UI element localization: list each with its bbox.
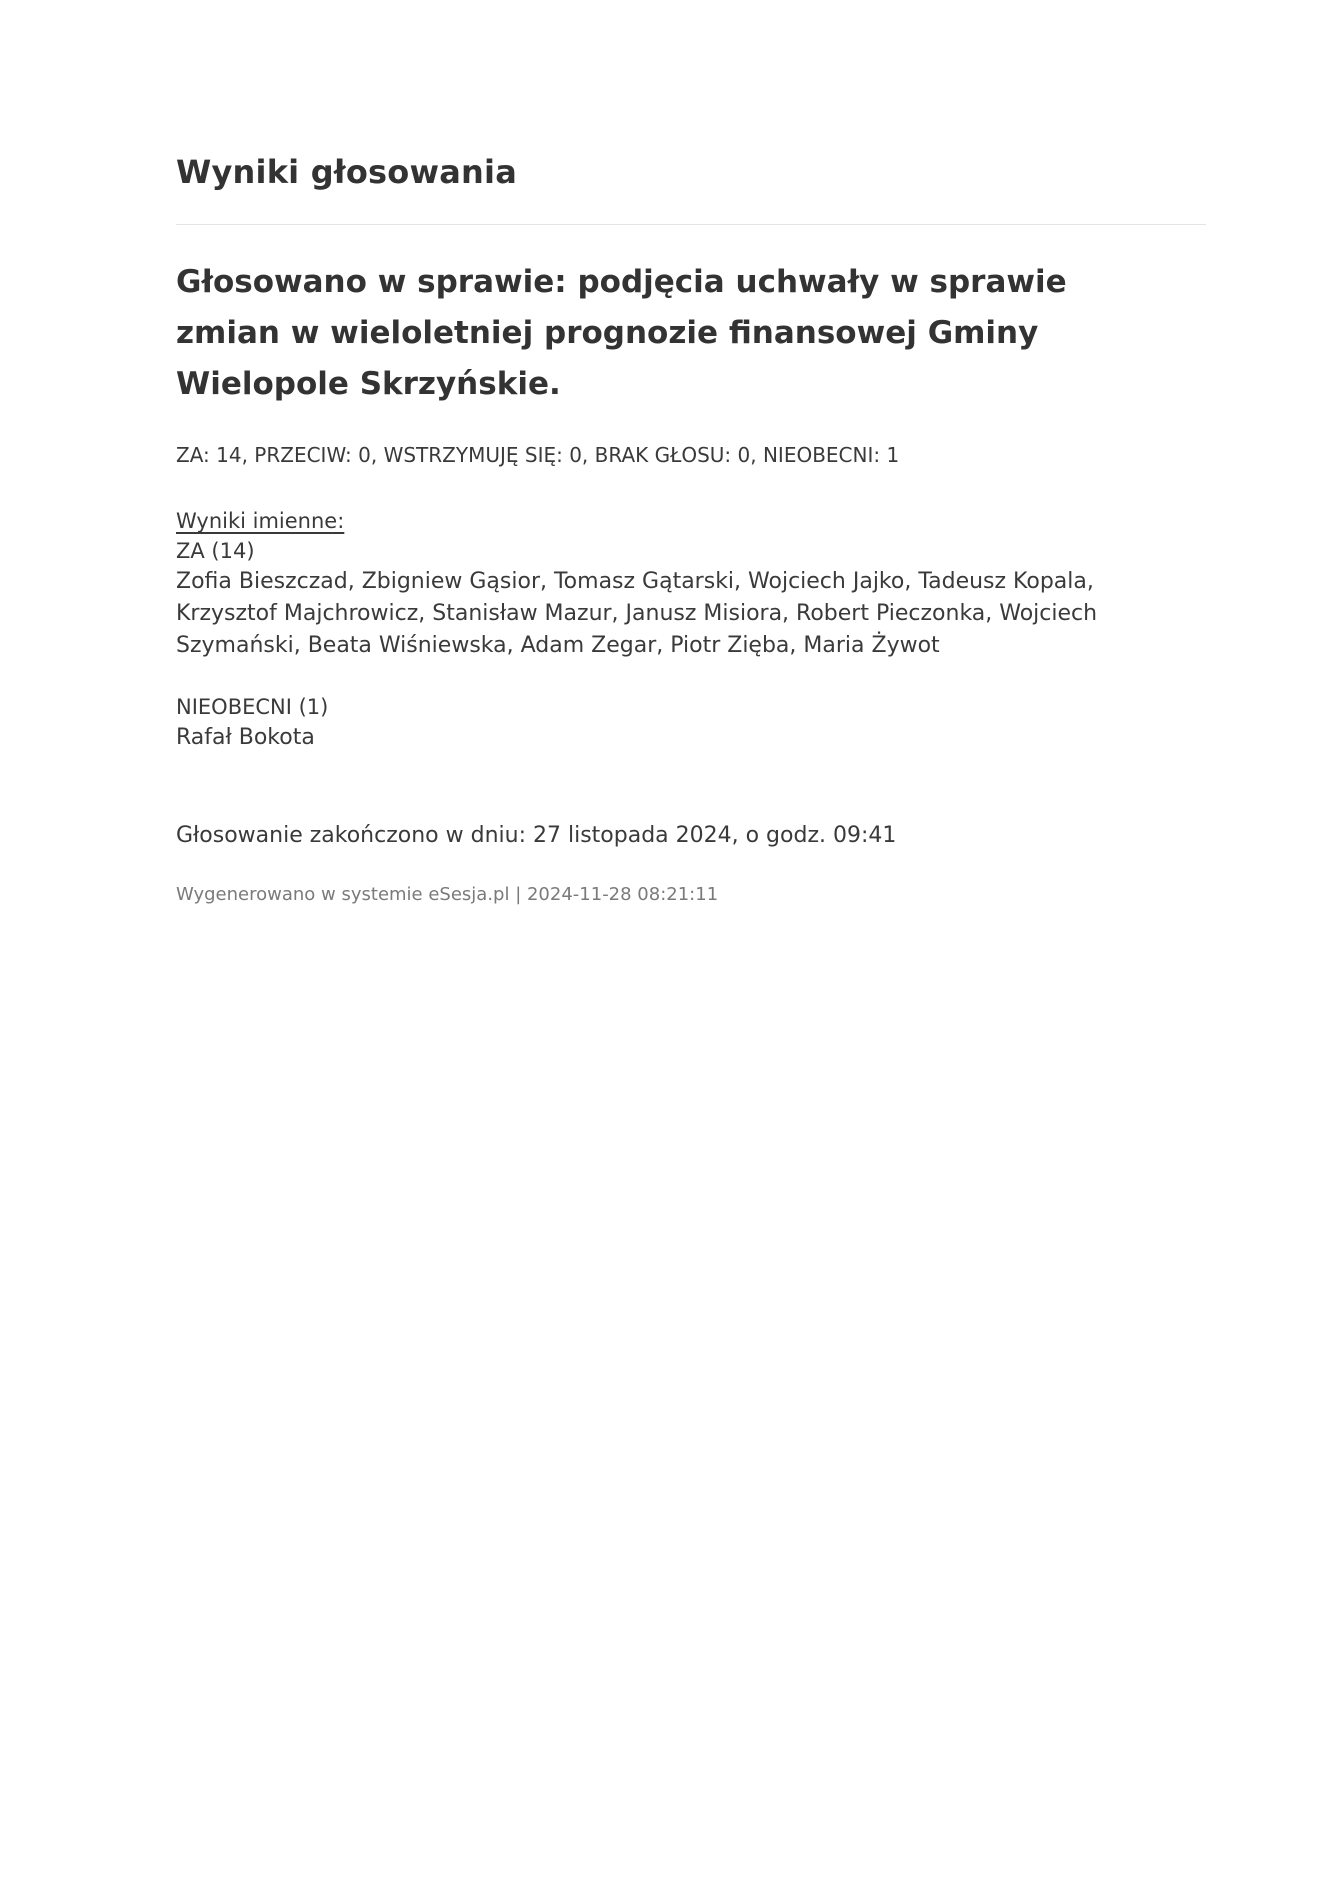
named-results-label: Wyniki imienne: [176, 509, 345, 533]
group-absent-label: NIEOBECNI (1) [176, 695, 329, 719]
group-for [176, 536, 1206, 662]
title-divider [176, 224, 1206, 225]
page-title: Wyniki głosowania [176, 153, 517, 191]
group-for-names: Zofia Bieszczad, Zbigniew Gąsior, Tomasz Gątarski, Wojciech Jajko, Tadeusz Kopala, Krzysztof Majchrowicz, Stanisław Mazur, Janusz Misiora, Robert Pieczonka, Wojciech Szymański, Beata Wiśniewska, Adam Zegar, Piotr Zięba, Maria Żywot [176, 569, 1098, 658]
group-absent [176, 692, 1206, 754]
generated-footer: Wygenerowano w systemie eSesja.pl | 2024-11-28 08:21:11 [176, 884, 719, 905]
vote-ended-text: Głosowanie zakończono w dniu: 27 listopada 2024, o godz. 09:41 [176, 823, 897, 848]
vote-subject: Głosowano w sprawie: podjęcia uchwały w sprawie zmian w wieloletniej prognozie finansowej Gminy Wielopole Skrzyńskie. [176, 264, 1067, 402]
group-for-label: ZA (14) [176, 539, 255, 563]
document-content [176, 150, 1206, 908]
vote-summary: ZA: 14, PRZECIW: 0, WSTRZYMUJĘ SIĘ: 0, BRAK GŁOSU: 0, NIEOBECNI: 1 [176, 443, 900, 467]
group-absent-names: Rafał Bokota [176, 725, 315, 750]
